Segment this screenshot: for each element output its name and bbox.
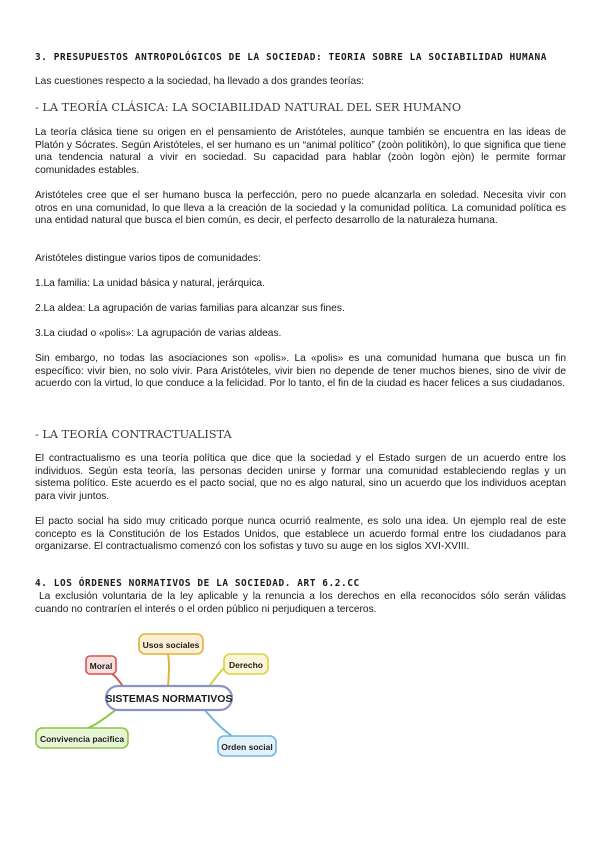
contract-paragraph-1: El contractualismo es una teoría política que dice que la sociedad y el Estado surgen de un acuerdo entre los individuos. Según esta teoría, las personas deciden unirse y formar una comunidad estableciendo reglas y un sistema político. Este acuerdo es el pacto social, que no es algo natural, sino un acuerdo que los individuos aceptan para vivir juntos. (35, 453, 566, 502)
section-4-paragraph: La exclusión voluntaria de la ley aplicable y la renuncia a los derechos en ella reconocidos sólo serán válidas cuando no contraríen el interés o el orden público ni perjudiquen a terceros. (35, 591, 566, 615)
node-derecho-label: Derecho (228, 660, 264, 670)
classic-theory-title: - LA TEORÍA CLÁSICA: LA SOCIABILIDAD NATURAL DEL SER HUMANO (35, 101, 462, 114)
section-4-heading: 4. LOS ÓRDENES NORMATIVOS DE LA SOCIEDAD. ART 6.2.CC (35, 578, 360, 589)
classic-paragraph-1: La teoría clásica tiene su origen en el pensamiento de Aristóteles, aunque también se encuentra en las ideas de Platón y Sócrates. Según Aristóteles, el ser humano es un “animal político” (zoòn politikòn), lo que significa que tiene una tendencia natural a vivir en sociedad. Su capacidad para hablar (zoòn logòn ejòn) le permite formar comunidades estables. (35, 127, 566, 176)
classic-paragraph-3: Aristóteles distingue varios tipos de comunidades: (35, 253, 261, 264)
normative-systems-mind-map (28, 624, 288, 764)
section-3-heading: 3. PRESUPUESTOS ANTROPOLÓGICOS DE LA SOCIEDAD: TEORIA SOBRE LA SOCIABILIDAD HUMANA (35, 52, 548, 63)
contract-paragraph-2: El pacto social ha sido muy criticado porque nunca ocurrió realmente, es solo una idea. Un ejemplo real de este concepto es la Constitución de los Estados Unidos, que establece un acuerdo formal entre los ciudadanos para organizarse. El contractualismo comenzó con los sofistas y tuvo su auge en los siglos XVI-XVIII. (35, 516, 566, 553)
community-list-item: 3.La ciudad o «polis»: La agrupación de varias aldeas. (35, 328, 282, 339)
classic-paragraph-4: Sin embargo, no todas las asociaciones son «polis». La «polis» es una comunidad humana que busca un fin específico: vivir bien, no solo vivir. Para Aristóteles, vivir bien no depende de tener muchos bienes, sino de vivir de acuerdo con la virtud, lo que conduce a la felicidad. Por lo tanto, el fin de la ciudad es hacer felices a sus ciudadanos. (35, 353, 566, 390)
classic-paragraph-2: Aristóteles cree que el ser humano busca la perfección, pero no puede alcanzarla en soledad. Necesita vivir con otros en una comunidad, lo que lleva a la creación de la sociedad y la comunidad política. La comunidad política es una entidad natural que busca el bien común, es decir, el perfecto desarrollo de la naturaleza humana. (35, 190, 566, 227)
connector-convivencia (88, 708, 118, 728)
contract-theory-title: - LA TEORÍA CONTRACTUALISTA (35, 428, 232, 441)
connector-orden (203, 708, 232, 736)
center-node-label: SISTEMAS NORMATIVOS (105, 693, 233, 705)
node-orden-social (218, 736, 276, 756)
center-node (106, 686, 233, 710)
node-orden-social-label: Orden social (221, 742, 273, 752)
node-usos-sociales (139, 634, 203, 654)
node-derecho (224, 654, 268, 674)
community-list-item: 2.La aldea: La agrupación de varias familias para alcanzar sus fines. (35, 303, 345, 314)
node-moral-label: Moral (89, 661, 113, 671)
node-convivencia-pacifica-label: Convivencia pacifica (39, 734, 125, 744)
node-convivencia-pacifica (36, 728, 128, 748)
section-3-intro: Las cuestiones respecto a la sociedad, ha llevado a dos grandes teorías: (35, 76, 365, 87)
node-usos-sociales-label: Usos sociales (142, 640, 200, 650)
node-moral (86, 656, 116, 674)
connector-usos (168, 654, 169, 686)
community-list-item: 1.La familia: La unidad básica y natural, jerárquica. (35, 278, 265, 289)
